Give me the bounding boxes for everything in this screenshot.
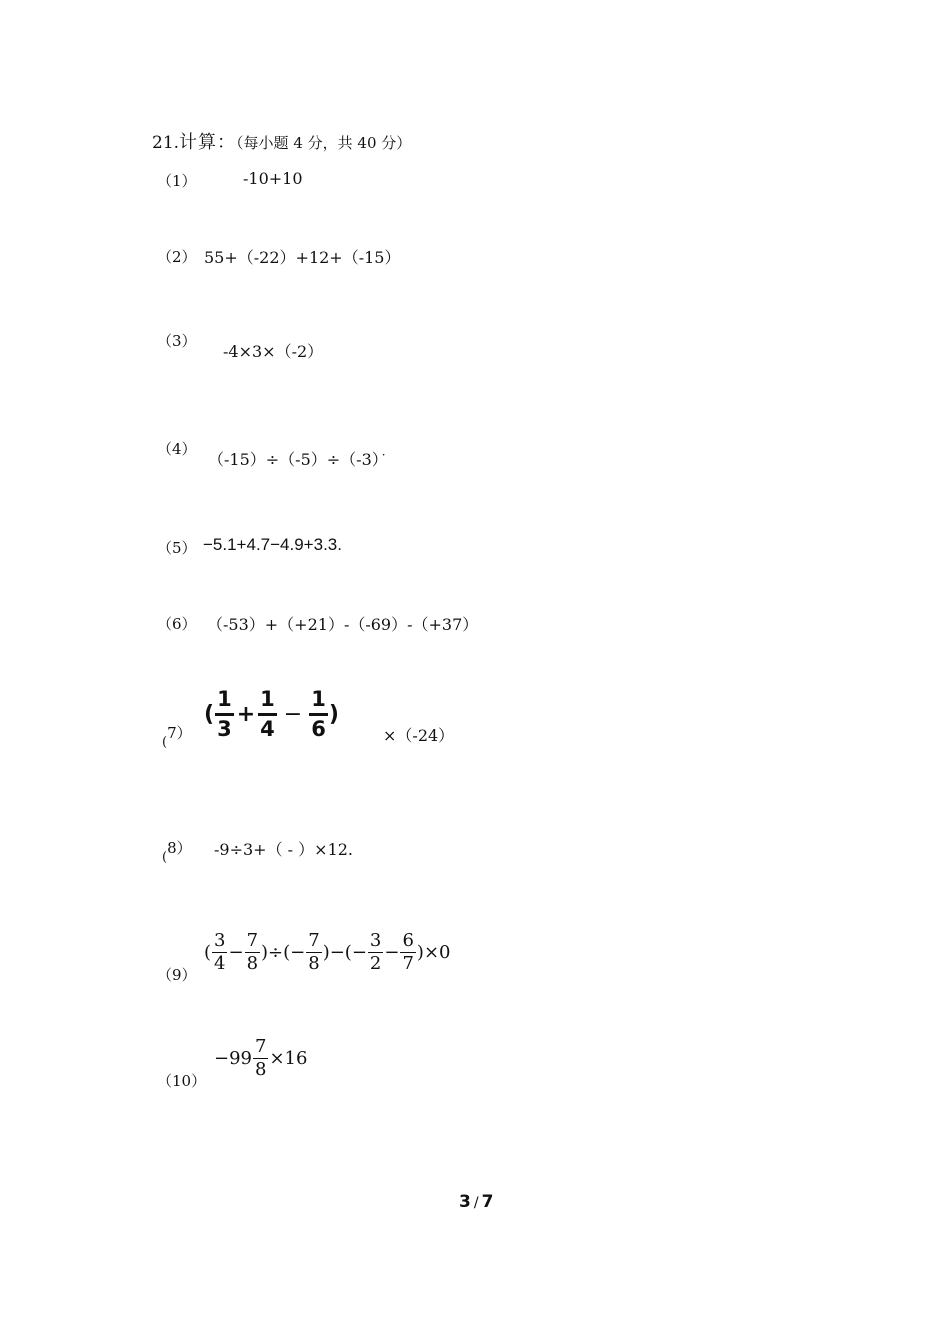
page-number (459, 1192, 493, 1212)
problem-7-tail: ×（-24） (383, 726, 455, 745)
problem-7-label-rest: 7） (167, 724, 192, 742)
problem-4-expression (208, 447, 386, 470)
problem-9-fraction-a (212, 932, 227, 973)
problem-7-fraction-2 (258, 689, 277, 740)
problem-9-label: （9） (157, 966, 197, 984)
problem-10-label: （10） (157, 1072, 207, 1090)
page-current: 3 (459, 1192, 471, 1212)
problem-4-trail: · (381, 448, 386, 462)
fraction-numerator: 3 (214, 930, 226, 951)
problem-9-end: )×0 (416, 942, 451, 963)
problem-5-label: （5） (157, 539, 197, 557)
problem-3-expression: -4×3×（-2） (223, 342, 324, 361)
problem-5-expression: −5.1+4.7−4.9+3.3. (203, 535, 342, 554)
fraction-denominator: 6 (311, 717, 326, 741)
problem-9-open: ( (204, 942, 212, 963)
fraction-denominator: 3 (217, 717, 232, 741)
problem-8-label-open: ( (162, 850, 168, 865)
problem-8-label (162, 837, 192, 865)
problem-7-fraction-3 (309, 689, 328, 740)
problem-9-fraction-c (306, 932, 321, 973)
question-title: 计算： (179, 132, 237, 153)
fraction-bar (215, 713, 234, 716)
problem-1-expression: -10+10 (243, 169, 303, 188)
question-number: 21. (152, 133, 180, 153)
problem-4-label: （4） (157, 440, 197, 458)
problem-3-label: （3） (157, 332, 197, 350)
problem-2-expression: 55+（-22）+12+（-15） (204, 248, 401, 267)
problem-7-expression (204, 689, 339, 740)
problem-9-minus-2: − (384, 942, 400, 963)
problem-10-tail: ×16 (269, 1048, 308, 1069)
problem-6-expression: （-53）+（+21）-（-69）-（+37） (207, 615, 479, 634)
fraction-numerator: 1 (217, 687, 232, 711)
problem-9-fraction-b (245, 932, 260, 973)
problem-10-whole: −99 (214, 1048, 252, 1069)
problem-9-fraction-e (400, 932, 415, 973)
fraction-numerator: 7 (255, 1036, 267, 1057)
problem-7-fraction-1 (215, 689, 234, 740)
question-header (152, 128, 411, 154)
page-separator: / (473, 1195, 479, 1211)
problem-10-expression (214, 1038, 307, 1079)
fraction-numerator: 3 (369, 930, 382, 951)
fraction-denominator: 8 (246, 953, 259, 974)
problem-8-expression: -9÷3+（ - ）×12. (214, 840, 354, 859)
fraction-denominator: 4 (260, 717, 275, 741)
fraction-denominator: 8 (255, 1059, 267, 1080)
problem-6-label: （6） (157, 615, 197, 633)
problem-10-fraction (253, 1038, 268, 1079)
fraction-numerator: 6 (402, 930, 414, 951)
fraction-denominator: 8 (308, 953, 320, 974)
problem-4-main: （-15）÷（-5）÷（-3） (208, 450, 380, 469)
question-note: （每小题 4 分，共 40 分） (236, 134, 412, 152)
fraction-denominator: 4 (214, 953, 226, 974)
problem-7-label (162, 722, 192, 750)
problem-2-label: （2） (157, 248, 197, 266)
fraction-numerator: 1 (311, 687, 326, 711)
fraction-numerator: 1 (260, 687, 275, 711)
problem-9-middle-2: )−(− (322, 942, 367, 963)
problem-7-op-2: − (283, 702, 303, 727)
fraction-numerator: 7 (308, 930, 320, 951)
problem-7-op-1: + (236, 702, 256, 727)
problem-9-minus-1: − (228, 942, 244, 963)
page-total: 7 (481, 1192, 494, 1212)
problem-9-expression (204, 932, 450, 973)
fraction-denominator: 2 (369, 953, 382, 974)
problem-7-rparen: ) (328, 702, 339, 727)
problem-8-label-rest: 8） (167, 839, 192, 857)
problem-1-label: （1） (157, 172, 197, 190)
fraction-numerator: 7 (246, 930, 259, 951)
problem-7-label-open: ( (162, 735, 168, 750)
problem-9-middle-1: )÷(− (261, 942, 306, 963)
problem-7-lparen: ( (204, 702, 215, 727)
fraction-bar (309, 713, 328, 716)
fraction-denominator: 7 (402, 953, 414, 974)
problem-9-fraction-d (368, 932, 383, 973)
fraction-bar (258, 713, 277, 716)
